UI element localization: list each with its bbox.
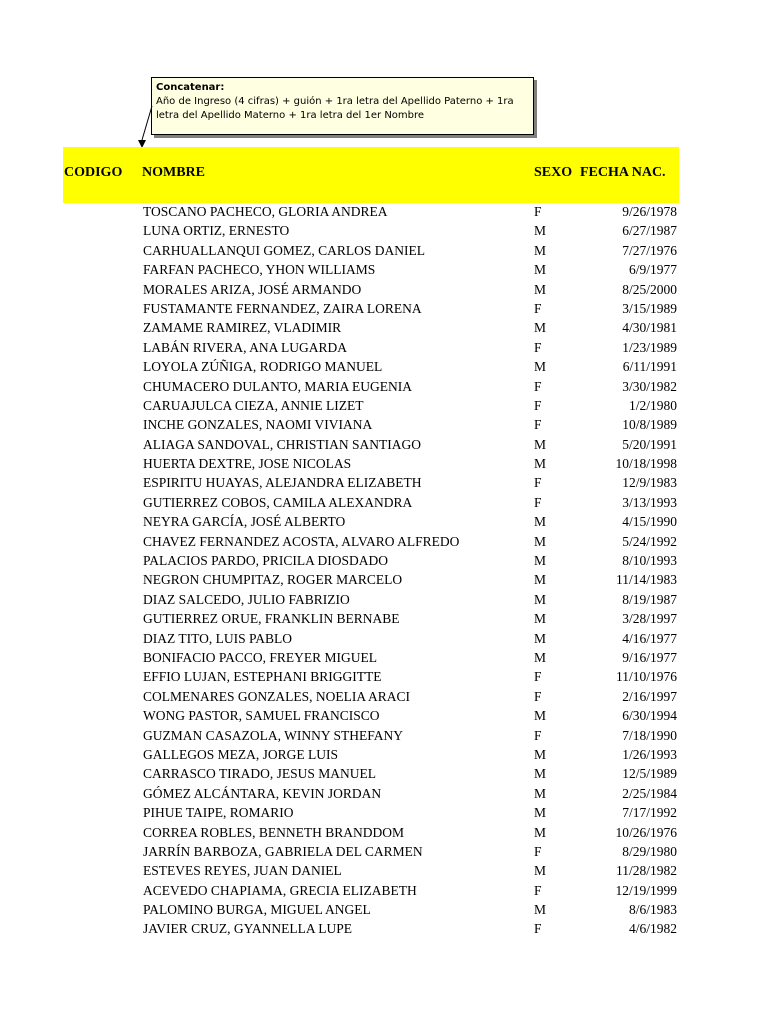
cell-fecha-nac[interactable]: 4/16/1977 xyxy=(622,630,677,646)
cell-nombre[interactable]: NEYRA GARCÍA, JOSÉ ALBERTO xyxy=(143,514,346,530)
cell-nombre[interactable]: TOSCANO PACHECO, GLORIA ANDREA xyxy=(143,204,388,219)
cell-fecha-nac[interactable]: 8/10/1993 xyxy=(622,553,677,569)
cell-sexo[interactable]: F xyxy=(534,494,542,510)
header-codigo[interactable]: CODIGO xyxy=(64,165,123,180)
cell-fecha-nac[interactable]: 8/19/1987 xyxy=(622,591,677,607)
cell-fecha-nac[interactable]: 12/5/1989 xyxy=(622,766,677,782)
cell-sexo[interactable]: M xyxy=(534,242,547,258)
cell-nombre[interactable]: COLMENARES GONZALES, NOELIA ARACI xyxy=(143,688,411,704)
table-row xyxy=(0,590,768,609)
cell-nombre[interactable]: CORREA ROBLES, BENNETH BRANDDOM xyxy=(143,824,405,840)
cell-sexo[interactable]: M xyxy=(534,223,547,239)
cell-sexo[interactable]: M xyxy=(534,863,547,879)
table-row xyxy=(0,784,768,803)
cell-fecha-nac[interactable]: 6/30/1994 xyxy=(622,708,677,724)
cell-nombre[interactable]: CARUAJULCA CIEZA, ANNIE LIZET xyxy=(143,397,364,413)
table-row xyxy=(0,532,768,551)
cell-fecha-nac[interactable]: 7/17/1992 xyxy=(622,805,677,821)
cell-nombre[interactable]: BONIFACIO PACCO, FREYER MIGUEL xyxy=(143,649,378,665)
cell-nombre[interactable]: ALIAGA SANDOVAL, CHRISTIAN SANTIAGO xyxy=(143,436,422,452)
cell-fecha-nac[interactable]: 10/8/1989 xyxy=(622,417,677,433)
cell-sexo[interactable]: F xyxy=(534,727,542,743)
cell-sexo[interactable]: M xyxy=(534,514,547,530)
table-row xyxy=(0,919,768,938)
cell-nombre[interactable]: HUERTA DEXTRE, JOSE NICOLAS xyxy=(143,456,352,472)
cell-sexo[interactable]: F xyxy=(534,688,542,704)
table-row xyxy=(0,745,768,764)
table-row xyxy=(0,726,768,745)
cell-fecha-nac[interactable]: 12/9/1983 xyxy=(622,475,677,491)
table-row xyxy=(0,512,768,531)
table-row xyxy=(0,318,768,337)
cell-nombre[interactable]: PALOMINO BURGA, MIGUEL ANGEL xyxy=(143,902,371,918)
cell-sexo[interactable]: F xyxy=(534,882,542,898)
comment-body: Año de Ingreso (4 cifras) + guión + 1ra letra del Apellido Paterno + 1ra letra del Apellido Materno + 1ra letra del 1er Nombre xyxy=(156,96,514,121)
cell-sexo[interactable]: M xyxy=(534,262,547,278)
comment-pointer-arrow-icon xyxy=(136,104,156,150)
table-row xyxy=(0,667,768,686)
table-row xyxy=(0,280,768,299)
header-sexo[interactable]: SEXO xyxy=(534,165,573,180)
cell-fecha-nac[interactable]: 1/23/1989 xyxy=(622,339,677,355)
data-table-body xyxy=(0,202,768,939)
cell-sexo[interactable]: F xyxy=(534,417,542,433)
cell-sexo[interactable]: F xyxy=(534,475,542,491)
cell-sexo[interactable]: F xyxy=(534,843,542,859)
cell-sexo[interactable]: M xyxy=(534,630,547,646)
cell-nombre[interactable]: ZAMAME RAMIREZ, VLADIMIR xyxy=(143,320,342,336)
cell-nombre[interactable]: EFFIO LUJAN, ESTEPHANI BRIGGITTE xyxy=(143,669,382,685)
cell-fecha-nac[interactable]: 5/20/1991 xyxy=(622,436,677,452)
cell-nombre[interactable]: INCHE GONZALES, NAOMI VIVIANA xyxy=(143,417,373,433)
cell-sexo[interactable]: M xyxy=(534,708,547,724)
cell-fecha-nac[interactable]: 7/27/1976 xyxy=(622,242,677,258)
cell-sexo[interactable]: M xyxy=(534,805,547,821)
cell-fecha-nac[interactable]: 5/24/1992 xyxy=(622,533,677,549)
cell-nombre[interactable]: DIAZ TITO, LUIS PABLO xyxy=(143,630,293,646)
cell-nombre[interactable]: DIAZ SALCEDO, JULIO FABRIZIO xyxy=(143,591,350,607)
cell-fecha-nac[interactable]: 3/28/1997 xyxy=(622,611,677,627)
table-row xyxy=(0,221,768,240)
cell-fecha-nac[interactable]: 10/26/1976 xyxy=(615,824,677,840)
cell-nombre[interactable]: CHUMACERO DULANTO, MARIA EUGENIA xyxy=(143,378,412,394)
table-row xyxy=(0,842,768,861)
cell-nombre[interactable]: JAVIER CRUZ, GYANNELLA LUPE xyxy=(143,921,353,937)
cell-nombre[interactable]: LUNA ORTIZ, ERNESTO xyxy=(143,223,290,239)
cell-fecha-nac[interactable]: 8/25/2000 xyxy=(622,281,677,297)
table-row xyxy=(0,823,768,842)
table-row xyxy=(0,861,768,880)
table-row xyxy=(0,609,768,628)
cell-nombre[interactable]: GUZMAN CASAZOLA, WINNY STHEFANY xyxy=(143,727,403,743)
cell-fecha-nac[interactable]: 2/16/1997 xyxy=(622,688,677,704)
cell-sexo[interactable]: M xyxy=(534,359,547,375)
cell-nombre[interactable]: NEGRON CHUMPITAZ, ROGER MARCELO xyxy=(143,572,403,588)
cell-sexo[interactable]: M xyxy=(534,572,547,588)
cell-fecha-nac[interactable]: 6/11/1991 xyxy=(622,359,677,375)
cell-sexo[interactable]: M xyxy=(534,785,547,801)
cell-fecha-nac[interactable]: 7/18/1990 xyxy=(622,727,677,743)
cell-nombre[interactable]: GÓMEZ ALCÁNTARA, KEVIN JORDAN xyxy=(143,785,382,801)
cell-sexo[interactable]: M xyxy=(534,766,547,782)
cell-fecha-nac[interactable]: 1/2/1980 xyxy=(628,397,677,413)
cell-sexo[interactable]: M xyxy=(534,649,547,665)
table-row xyxy=(0,260,768,279)
cell-fecha-nac[interactable]: 11/14/1983 xyxy=(615,572,677,588)
cell-fecha-nac[interactable]: 8/29/1980 xyxy=(622,843,677,859)
cell-sexo[interactable]: F xyxy=(534,204,542,219)
cell-sexo[interactable]: F xyxy=(534,300,542,316)
cell-nombre[interactable]: GALLEGOS MEZA, JORGE LUIS xyxy=(143,746,338,762)
table-row xyxy=(0,377,768,396)
table-row xyxy=(0,241,768,260)
cell-sexo[interactable]: M xyxy=(534,456,547,472)
table-row xyxy=(0,764,768,783)
table-row xyxy=(0,629,768,648)
cell-nombre[interactable]: ACEVEDO CHAPIAMA, GRECIA ELIZABETH xyxy=(143,882,417,898)
cell-sexo[interactable]: F xyxy=(534,378,542,394)
table-row xyxy=(0,706,768,725)
cell-sexo[interactable]: M xyxy=(534,533,547,549)
cell-nombre[interactable]: CARHUALLANQUI GOMEZ, CARLOS DANIEL xyxy=(143,242,425,258)
cell-nombre[interactable]: PIHUE TAIPE, ROMARIO xyxy=(143,805,294,821)
table-row xyxy=(0,551,768,570)
cell-sexo[interactable]: F xyxy=(534,397,542,413)
table-row xyxy=(0,648,768,667)
table-row xyxy=(0,338,768,357)
cell-nombre[interactable]: ESTEVES REYES, JUAN DANIEL xyxy=(143,863,342,879)
cell-nombre[interactable]: LABÁN RIVERA, ANA LUGARDA xyxy=(143,339,348,355)
table-row xyxy=(0,570,768,589)
cell-fecha-nac[interactable]: 6/27/1987 xyxy=(622,223,677,239)
cell-nombre[interactable]: MORALES ARIZA, JOSÉ ARMANDO xyxy=(143,281,362,297)
table-row xyxy=(0,881,768,900)
cell-fecha-nac[interactable]: 4/15/1990 xyxy=(622,514,677,530)
cell-nombre[interactable]: FUSTAMANTE FERNANDEZ, ZAIRA LORENA xyxy=(143,300,422,316)
header-nombre[interactable]: NOMBRE xyxy=(142,165,205,180)
cell-sexo[interactable]: M xyxy=(534,436,547,452)
cell-nombre[interactable]: LOYOLA ZÚÑIGA, RODRIGO MANUEL xyxy=(143,359,383,375)
cell-sexo[interactable]: M xyxy=(534,320,547,336)
cell-sexo[interactable]: F xyxy=(534,669,542,685)
cell-sexo[interactable]: M xyxy=(534,902,547,918)
cell-nombre[interactable]: JARRÍN BARBOZA, GABRIELA DEL CARMEN xyxy=(143,843,423,859)
cell-fecha-nac[interactable]: 3/13/1993 xyxy=(622,494,677,510)
cell-sexo[interactable]: M xyxy=(534,824,547,840)
table-row xyxy=(0,435,768,454)
cell-fecha-nac[interactable]: 9/26/1978 xyxy=(622,204,677,219)
cell-nombre[interactable]: FARFAN PACHECO, YHON WILLIAMS xyxy=(143,262,376,278)
cell-sexo[interactable]: F xyxy=(534,921,542,937)
table-row xyxy=(0,299,768,318)
cell-fecha-nac[interactable]: 1/26/1993 xyxy=(622,746,677,762)
table-row xyxy=(0,493,768,512)
cell-fecha-nac[interactable]: 3/15/1989 xyxy=(622,300,677,316)
cell-fecha-nac[interactable]: 10/18/1998 xyxy=(615,456,677,472)
table-row xyxy=(0,357,768,376)
table-row xyxy=(0,396,768,415)
cell-sexo[interactable]: M xyxy=(534,591,547,607)
cell-fecha-nac[interactable]: 3/30/1982 xyxy=(622,378,677,394)
cell-fecha-nac[interactable]: 4/6/1982 xyxy=(628,921,677,937)
cell-nombre[interactable]: CARRASCO TIRADO, JESUS MANUEL xyxy=(143,766,377,782)
cell-fecha-nac[interactable]: 11/28/1982 xyxy=(615,863,677,879)
cell-nombre[interactable]: GUTIERREZ COBOS, CAMILA ALEXANDRA xyxy=(143,494,413,510)
table-row xyxy=(0,803,768,822)
cell-sexo[interactable]: F xyxy=(534,339,542,355)
cell-nombre[interactable]: CHAVEZ FERNANDEZ ACOSTA, ALVARO ALFREDO xyxy=(143,533,460,549)
table-row xyxy=(0,415,768,434)
cell-sexo[interactable]: M xyxy=(534,281,547,297)
cell-fecha-nac[interactable]: 9/16/1977 xyxy=(622,649,677,665)
cell-fecha-nac[interactable]: 12/19/1999 xyxy=(615,882,677,898)
table-row xyxy=(0,687,768,706)
cell-sexo[interactable]: M xyxy=(534,611,547,627)
header-fecha-nac[interactable]: FECHA NAC. xyxy=(580,165,666,180)
table-row xyxy=(0,473,768,492)
cell-fecha-nac[interactable]: 6/9/1977 xyxy=(628,262,677,278)
cell-comment-note[interactable] xyxy=(151,77,534,135)
table-row xyxy=(0,454,768,473)
cell-fecha-nac[interactable]: 11/10/1976 xyxy=(615,669,677,685)
cell-sexo[interactable]: M xyxy=(534,746,547,762)
cell-fecha-nac[interactable]: 2/25/1984 xyxy=(622,785,677,801)
comment-title: Concatenar: xyxy=(156,82,225,93)
cell-fecha-nac[interactable]: 4/30/1981 xyxy=(622,320,677,336)
cell-nombre[interactable]: PALACIOS PARDO, PRICILA DIOSDADO xyxy=(143,553,389,569)
cell-nombre[interactable]: ESPIRITU HUAYAS, ALEJANDRA ELIZABETH xyxy=(143,475,422,491)
table-row xyxy=(0,900,768,919)
table-row xyxy=(0,202,768,221)
cell-nombre[interactable]: GUTIERREZ ORUE, FRANKLIN BERNABE xyxy=(143,611,400,627)
cell-sexo[interactable]: M xyxy=(534,553,547,569)
cell-fecha-nac[interactable]: 8/6/1983 xyxy=(628,902,677,918)
cell-nombre[interactable]: WONG PASTOR, SAMUEL FRANCISCO xyxy=(143,708,380,724)
